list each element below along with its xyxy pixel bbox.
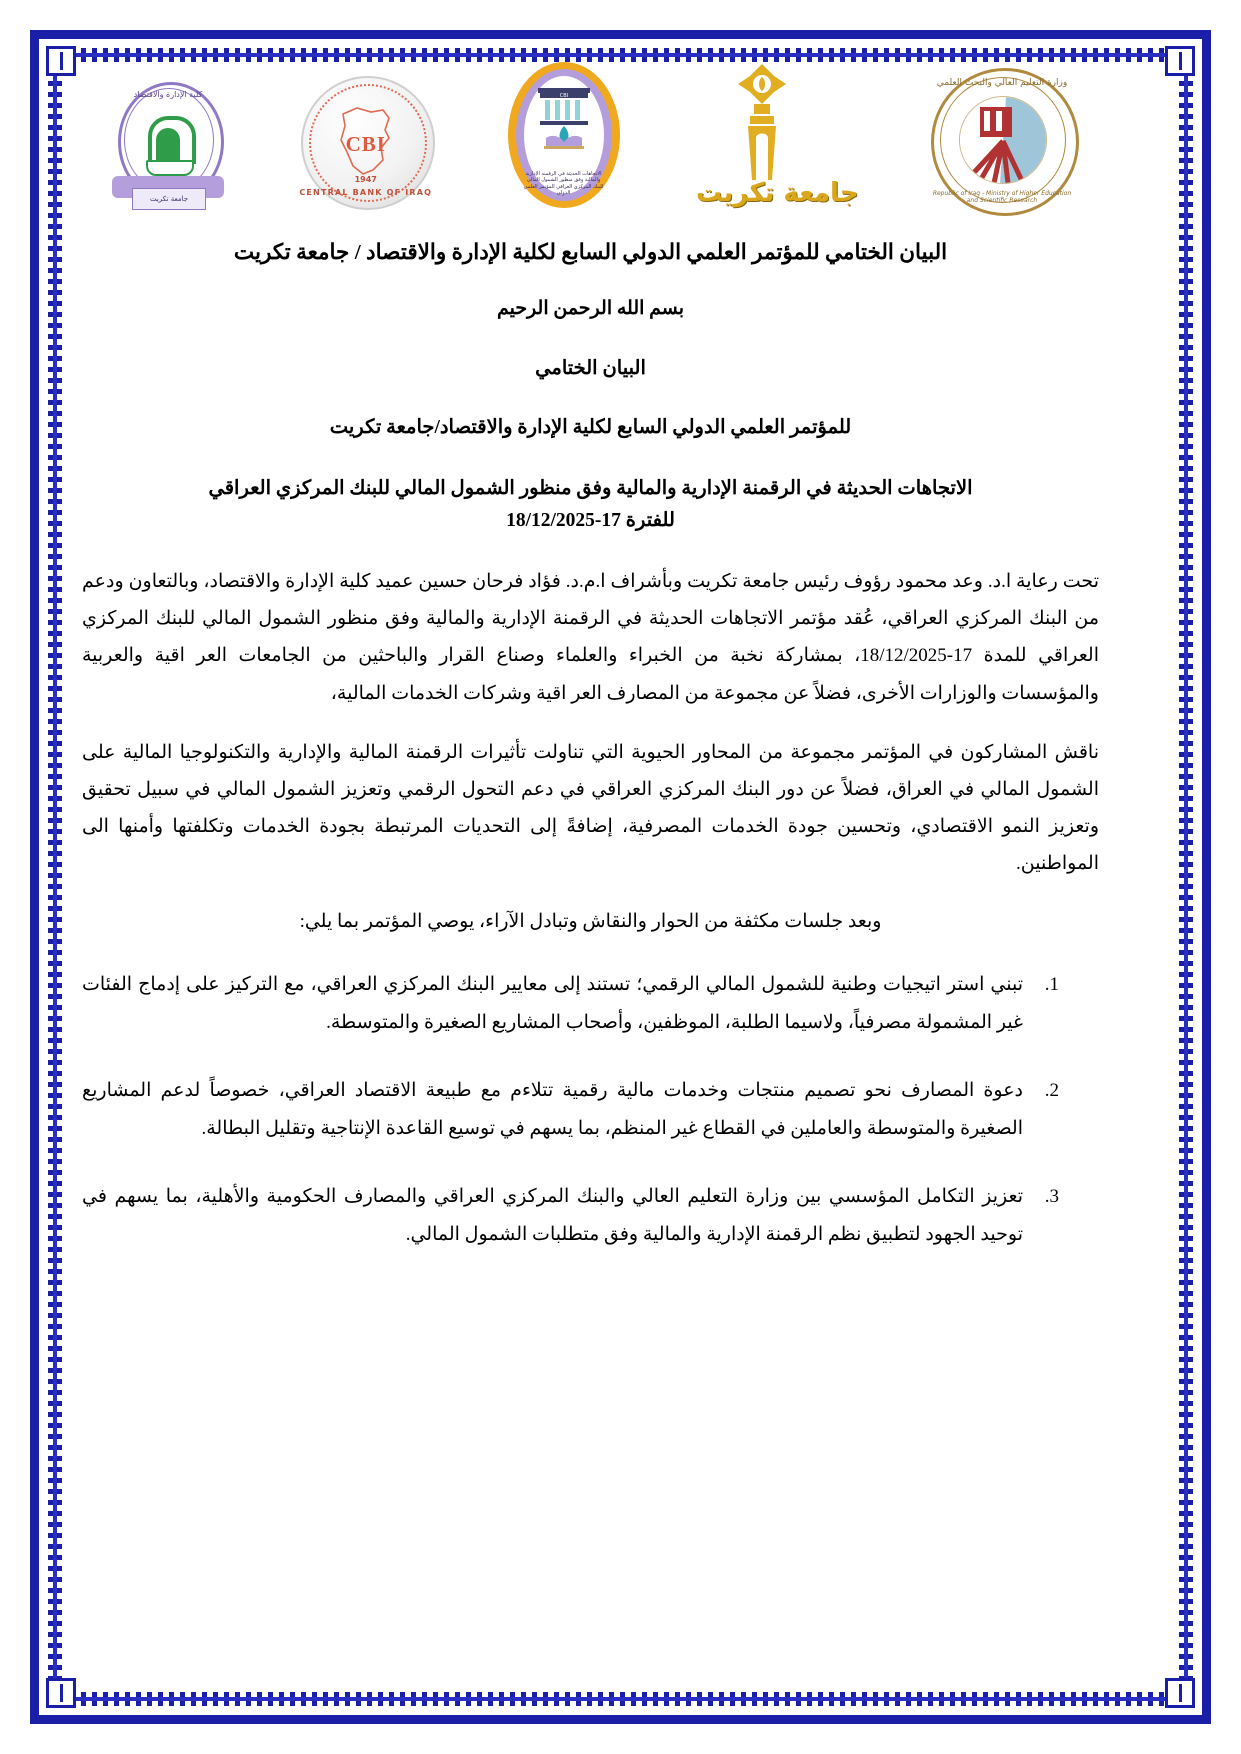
svg-text:CBI: CBI [559,93,568,99]
body-paragraph-2: ناقش المشاركون في المؤتمر مجموعة من المحاور الحيوية التي تناولت تأثيرات الرقمنة المالية والإدارية والتكنولوجيا المالية على الشمول المالي في العراق، فضلاً عن دور البنك المركزي العراقي في دعم التحول الرقمي وتعزيز الشمول المالي في سبيل تحقيق وتعزيز النمو الاقتصادي، وتحسين جودة الخدمات المصرفية، إضافةً إلى التحديات المرتبطة بجودة الخدمات وتكلفتها وأمنها الى المواطنين. [82,741,1099,874]
bank-building-icon [538,88,590,126]
cae-logo-plate-label: جامعة تكريت [132,188,206,210]
cbi-acronym: CBI [345,132,386,156]
conference-emblem-logo [500,62,628,212]
cbi-year: 1947 [354,175,377,184]
central-bank-of-iraq-logo [297,74,435,212]
conference-theme [82,473,1099,537]
recommendation-item: تبني استر اتيجيات وطنية للشمول المالي الرقمي؛ تستند إلى معايير البنك المركزي العراقي، مع التركيز على إدماج الفئات غير المشمولة مصرفياً، ولاسيما الطلبة، الموظفين، وأصحاب المشاريع الصغيرة والمتوسطة. [82,973,1023,1033]
document-title: البيان الختامي للمؤتمر العلمي الدولي السابع لكلية الإدارة والاقتصاد / جامعة تكريت [233,240,948,264]
mohe-english-ring: Republic of Iraq - Ministry of Higher Education and Scientific Research [932,190,1072,204]
tikrit-university-logo [692,62,862,212]
hands-and-book-icon [540,124,588,150]
tikrit-university-wordmark: جامعة تكريت [696,178,859,208]
statement-heading: البيان الختامي [535,357,646,379]
conference-emblem-caption: الاتجاهات الحديثة في الرقمنة الإدارية والمالية وفق منظور الشمول المالي للبنك المركزي العراقي المؤتمر العلمي الدولي [523,171,604,196]
document-content [62,58,1119,1696]
recommendation-item: دعوة المصارف نحو تصميم منتجات وخدمات مالية رقمية تتلاءم مع طبيعة الاقتصاد العراقي، خصوصاً لدعم المشاريع الصغيرة والمتوسطة والعاملين في القطاع غير المنظم، بما يسهم في توسيع القاعدة الإنتاجية وتقليل البطالة. [82,1079,1023,1139]
mohe-emblem-icon [960,97,1046,183]
cae-logo-arabic-ring: كلية الإدارة والاقتصاد [133,90,203,99]
recommendations-intro: وبعد جلسات مكثفة من الحوار والنقاش وتبادل الآراء، يوصي المؤتمر بما يلي: [299,910,882,932]
ministry-of-higher-education-logo [927,68,1077,212]
border-corner-top-right [1165,46,1195,76]
conference-subtitle: للمؤتمر العلمي الدولي السابع لكلية الإدارة والاقتصاد/جامعة تكريت [329,416,852,438]
conference-period: للفترة 17-18/12/2025 [506,510,675,532]
tikrit-minaret-icon [726,62,798,182]
recommendations-list [82,966,1099,1254]
conference-theme-text: الاتجاهات الحديثة في الرقمنة الإدارية والمالية وفق منظور الشمول المالي للبنك المركزي العراقي [208,478,973,500]
body-paragraph-1: تحت رعاية ا.د. وعد محمود رؤوف رئيس جامعة تكريت وبأشراف ا.م.د. فؤاد فرحان حسين عميد كلية الإدارة والاقتصاد، وبالتعاون ودعم من البنك المركزي العراقي، عُقد مؤتمر الاتجاهات الحديثة في الرقمنة الإدارية والمالية وفق منظور الشمول المالي للبنك المركزي العراقي للمدة 17-18/12/2025، بمشاركة نخبة من الخبراء والعلماء وصناع القرار والباحثين من الجامعات العر اقية والعربية والمؤسسات والوزارات الأخرى، فضلاً عن مجموعة من المصارف العر اقية وشركات الخدمات المالية، [82,571,1099,704]
college-of-administration-and-economics-logo [104,80,232,212]
cbi-english-ring: CENTRAL BANK OF IRAQ [299,188,433,197]
border-corner-bottom-right [1165,1678,1195,1708]
logo-strip [82,68,1099,218]
mohe-arabic-ring: وزارة التعليم العالي والبحث العلمي [936,78,1068,88]
basmala-line: بسم الله الرحمن الرحيم [496,298,685,320]
document-body [82,563,1099,1253]
recommendation-item: تعزيز التكامل المؤسسي بين وزارة التعليم العالي والبنك المركزي العراقي والمصارف الحكومية والأهلية، بما يسهم في توحيد الجهود لتطبيق نظم الرقمنة الإدارية والمالية وفق متطلبات الشمول المالي. [82,1185,1023,1245]
